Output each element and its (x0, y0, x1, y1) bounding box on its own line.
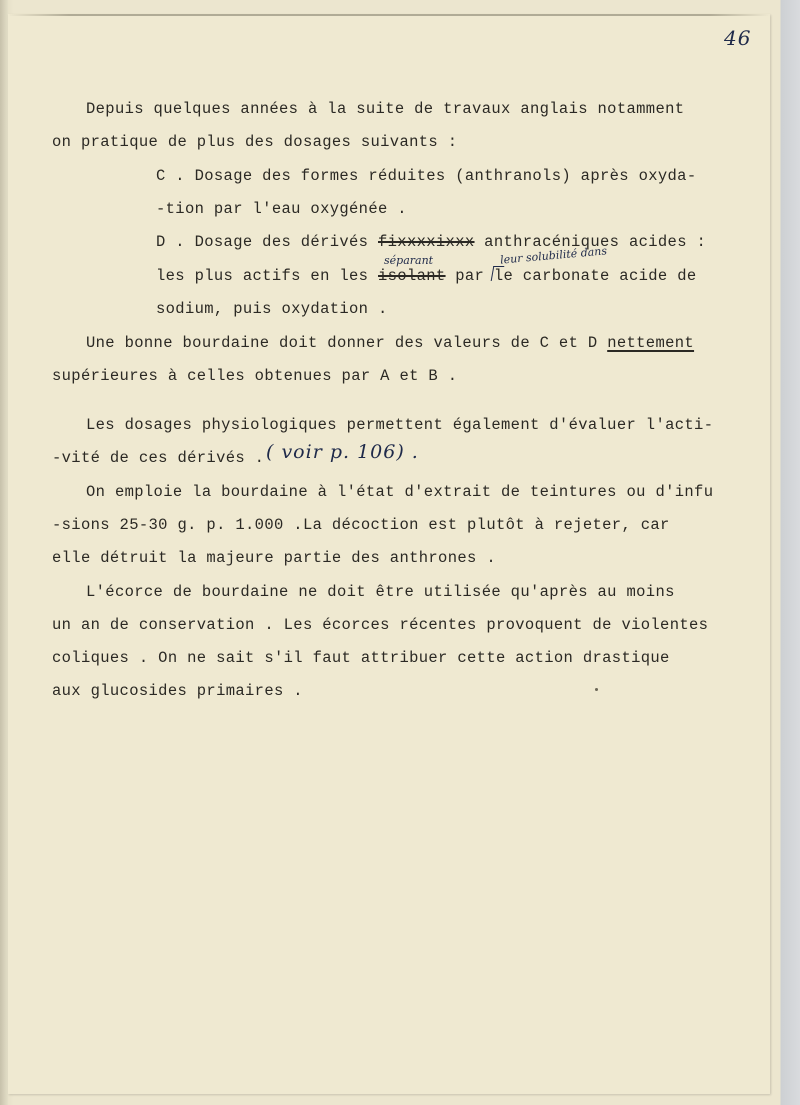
text-line-10: Les dosages physiologiques permettent également d'évaluer l'acti- (86, 416, 714, 434)
handwritten-insertion: leur solubilité dans (499, 244, 608, 267)
struck-word: fixxxxixxx (378, 233, 475, 251)
text-line-18: aux glucosides primaires . (52, 682, 303, 700)
text-segment: anthracéniques acides : (474, 233, 707, 251)
text-line-12: On emploie la bourdaine à l'état d'extrait de teintures ou d'infu (86, 483, 714, 501)
text-segment: D . Dosage des dérivés (156, 233, 378, 251)
text-line-14: elle détruit la majeure partie des anthrones . (52, 549, 496, 567)
struck-word: isolant (378, 267, 446, 285)
text-line-6 (156, 266, 697, 286)
text-segment: par le carbonate acide de (445, 267, 697, 285)
text-line-8 (86, 333, 694, 353)
text-line-13: -sions 25-30 g. p. 1.000 .La décoction est plutôt à rejeter, car (52, 516, 670, 534)
text-line-2: on pratique de plus des dosages suivants : (52, 133, 458, 151)
text-line-7: sodium, puis oxydation . (156, 300, 388, 318)
underlined-word: nettement (607, 334, 695, 352)
page-number: 46 (724, 26, 752, 50)
text-line-15: L'écorce de bourdaine ne doit être utilisée qu'après au moins (86, 583, 675, 601)
text-line-11: -vité de ces dérivés . (52, 449, 265, 467)
text-line-5 (156, 232, 706, 252)
text-segment: Une bonne bourdaine doit donner des valeurs de C et D (86, 334, 608, 352)
text-line-17: coliques . On ne sait s'il faut attribuer cette action drastique (52, 649, 670, 667)
handwritten-insertion: séparant (384, 254, 434, 267)
text-line-4: -tion par l'eau oxygénée . (156, 200, 407, 218)
binding-edge (0, 0, 8, 1105)
text-line-3: C . Dosage des formes réduites (anthranols) après oxyda- (156, 167, 697, 185)
text-line-9: supérieures à celles obtenues par A et B . (52, 367, 458, 385)
page-top-edge (8, 14, 770, 16)
text-line-16: un an de conservation . Les écorces récentes provoquent de violentes (52, 616, 709, 634)
ink-speck (595, 688, 598, 691)
text-line-1: Depuis quelques années à la suite de travaux anglais notamment (86, 100, 685, 118)
text-segment: les plus actifs en les (156, 267, 378, 285)
handwritten-reference: ( voir p. 106) . (266, 441, 419, 463)
